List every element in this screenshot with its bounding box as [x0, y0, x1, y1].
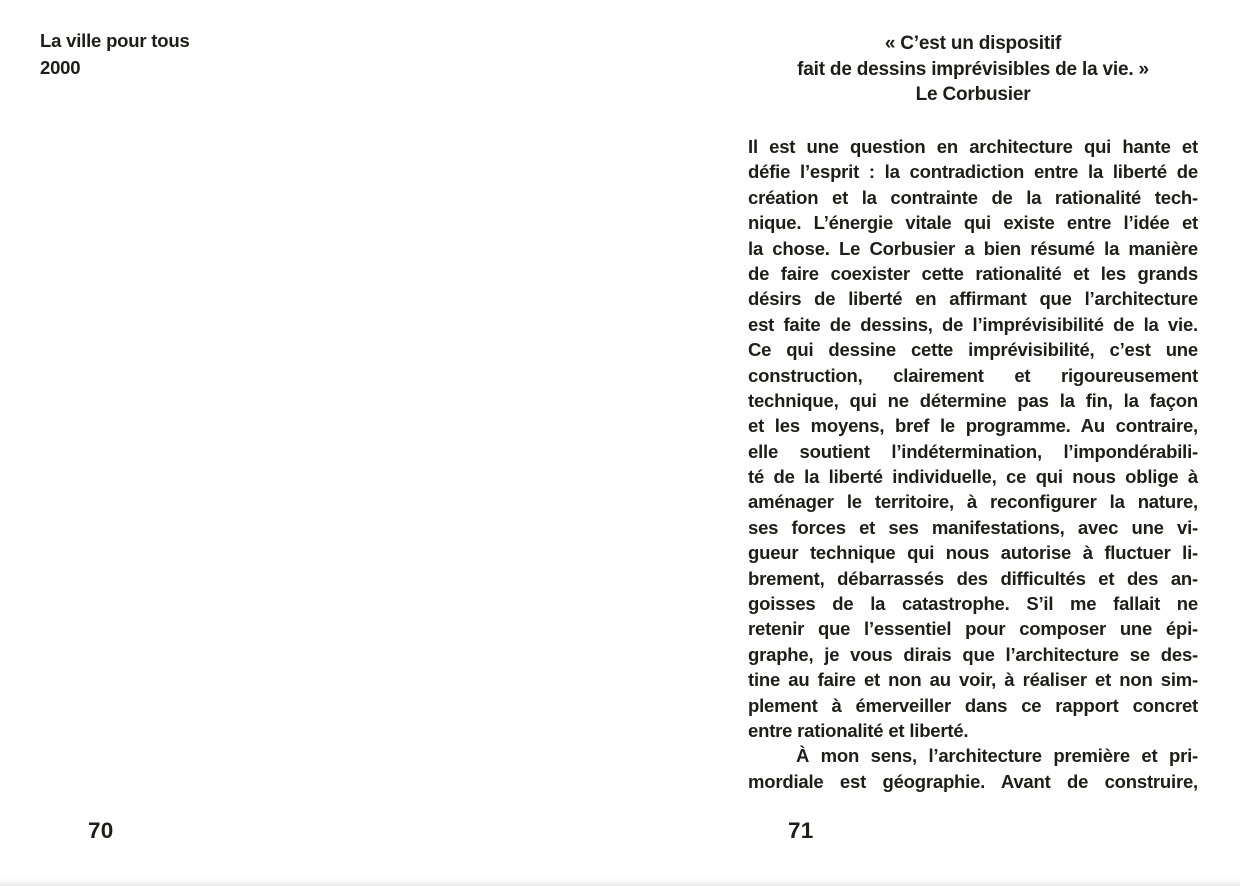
- body-line: Il est une question en architecture qui hante et: [748, 136, 1198, 157]
- body-line: la chose. Le Corbusier a bien résumé la manière: [748, 237, 1198, 259]
- chapter-title: La ville pour tous: [40, 30, 190, 51]
- body-line: technique, qui ne détermine pas la fin, la façon: [748, 389, 1198, 411]
- body-line: aménager le territoire, à reconfigurer la nature,: [748, 491, 1198, 513]
- body-line: ses forces et ses manifestations, avec une vi-: [748, 516, 1198, 538]
- body-line: et les moyens, bref le programme. Au contraire,: [748, 415, 1198, 437]
- quote-line: fait de dessins imprévisibles de la vie. »: [797, 58, 1149, 80]
- chapter-header: [40, 27, 190, 81]
- body-line: construction, clairement et rigoureusement: [748, 364, 1198, 386]
- page-number-right: 71: [788, 818, 814, 843]
- body-line: brement, débarrassés des difficultés et des an-: [748, 567, 1198, 589]
- body-line: elle soutient l’indétermination, l’impondérabili-: [748, 440, 1198, 462]
- epigraph-quote: [748, 31, 1198, 108]
- chapter-year: 2000: [40, 57, 81, 78]
- body-line: retenir que l’essentiel pour composer une épi-: [748, 618, 1198, 640]
- page-right: [620, 0, 1240, 886]
- body-line: entre rationalité et liberté.: [748, 719, 969, 741]
- body-line: création et la contrainte de la rationalité tech-: [748, 186, 1198, 208]
- body-line: de faire coexister cette rationalité et les grands: [748, 262, 1198, 284]
- body-line: tine au faire et non au voir, à réaliser et non sim-: [748, 669, 1198, 691]
- body-line: défie l’esprit : la contradiction entre la liberté de: [748, 161, 1198, 183]
- body-line: gueur technique qui nous autorise à fluctuer li-: [748, 542, 1198, 564]
- body-line: désirs de liberté en affirmant que l’architecture: [748, 288, 1198, 310]
- body-line-paragraph-start: À mon sens, l’architecture première et pri-: [796, 745, 1198, 767]
- body-text-column: [748, 134, 1198, 794]
- body-line: té de la liberté individuelle, ce qui nous oblige à: [748, 466, 1198, 488]
- quote-line: « C’est un dispositif: [884, 33, 1062, 54]
- body-line: est faite de dessins, de l’imprévisibilité de la vie.: [748, 313, 1198, 335]
- body-line: graphe, je vous dirais que l’architecture se des-: [748, 643, 1198, 665]
- body-line: goisses de la catastrophe. S’il me fallait ne: [748, 593, 1198, 615]
- body-line: plement à émerveiller dans ce rapport concret: [748, 694, 1198, 716]
- body-line: Ce qui dessine cette imprévisibilité, c’est une: [748, 339, 1198, 361]
- page-number-left: 70: [88, 818, 114, 843]
- body-line: nique. L’énergie vitale qui existe entre l’idée et: [748, 212, 1198, 234]
- quote-attribution: Le Corbusier: [915, 84, 1031, 105]
- body-line: mordiale est géographie. Avant de construire,: [748, 770, 1198, 792]
